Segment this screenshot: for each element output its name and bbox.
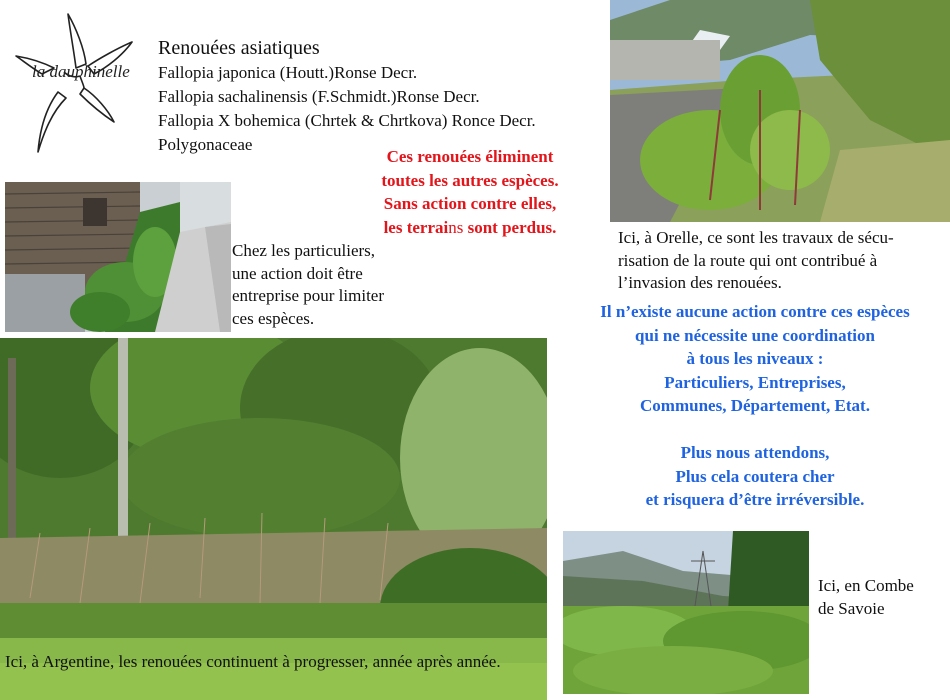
coordination-line: à tous les niveaux :: [686, 349, 824, 368]
text-line: de Savoie: [818, 598, 885, 618]
header-block: [158, 36, 608, 157]
warning-fragment: ns: [448, 217, 464, 237]
text-line: entreprise pour limiter: [232, 286, 385, 305]
warning-line: Sans action contre elles,: [383, 194, 557, 213]
family-line: Polygonaceae: [158, 135, 253, 154]
photo-house-knotweed: [5, 182, 231, 332]
text-line: Ici, en Combe: [818, 576, 914, 595]
text-line: Chez les particuliers,: [232, 241, 376, 260]
species-line: Fallopia X bohemica (Chrtek & Chrtkova) Ronce Decr.: [158, 111, 536, 130]
coordination-line: Plus nous attendons,: [680, 443, 830, 462]
photo-orelle-road: [610, 0, 950, 222]
warning-message: [350, 145, 590, 239]
flower-icon: [14, 12, 154, 157]
coordination-line: Il n’existe aucune action contre ces espèces: [600, 302, 910, 321]
coordination-line: qui ne nécessite une coordination: [635, 325, 875, 345]
text-line: Ici, à Orelle, ce sont les travaux de sécu-: [618, 228, 894, 247]
warning-line: Ces renouées éliminent: [386, 147, 554, 166]
spacer: [560, 418, 950, 442]
argentine-caption: Ici, à Argentine, les renouées continuent à progresser, année après année.: [5, 652, 501, 671]
warning-fragment: sont perdus.: [463, 217, 557, 237]
text-line: l’invasion des renouées.: [618, 273, 782, 292]
text-line: risation de la route qui ont contribué à: [618, 250, 878, 270]
orelle-text: [618, 227, 944, 295]
photo-argentine: [0, 338, 547, 700]
logo: [14, 12, 154, 157]
coordination-line: Plus cela coutera cher: [675, 466, 835, 486]
coordination-line: et risquera d’être irréversible.: [645, 490, 865, 509]
coordination-message: [560, 300, 950, 512]
text-line: ces espèces.: [232, 308, 315, 328]
logo-text: la dauphinelle: [32, 62, 130, 81]
species-line: Fallopia sachalinensis (F.Schmidt.)Ronse Decr.: [158, 87, 480, 106]
combe-text: [818, 575, 943, 620]
text-line: une action doit être: [232, 263, 363, 283]
page-title: Renouées asiatiques: [158, 37, 320, 59]
particuliers-text: [232, 240, 432, 330]
warning-line: [350, 216, 590, 240]
photo-combe-de-savoie: [563, 531, 809, 694]
coordination-line: Communes, Département, Etat.: [640, 396, 870, 415]
species-line: Fallopia japonica (Houtt.)Ronse Decr.: [158, 63, 418, 82]
coordination-line: Particuliers, Entreprises,: [664, 372, 846, 392]
warning-fragment: les terrai: [383, 217, 449, 237]
warning-line: toutes les autres espèces.: [381, 170, 559, 190]
